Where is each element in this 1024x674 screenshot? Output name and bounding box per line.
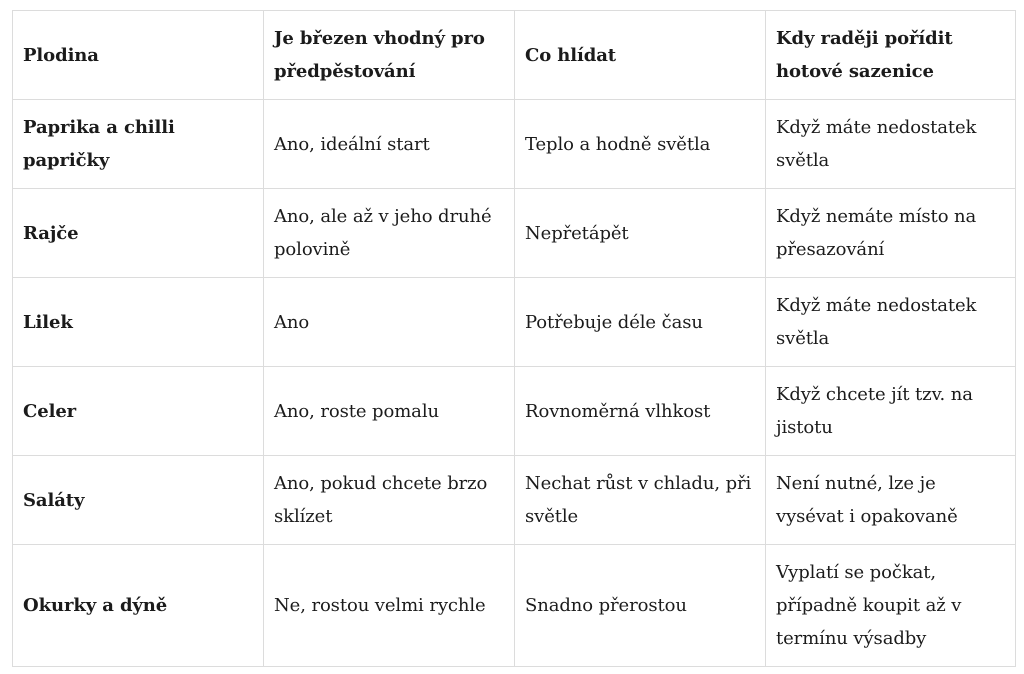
- cell-what-to-watch: Nechat růst v chladu, při světle: [515, 456, 766, 545]
- cell-buy-seedlings: Když máte nedostatek světla: [766, 100, 1016, 189]
- cell-crop: Paprika a chilli papričky: [13, 100, 264, 189]
- cell-march-suitable: Ano, ale až v jeho druhé polovině: [264, 189, 515, 278]
- crop-table-container: [12, 10, 1015, 667]
- cell-march-suitable: Ano, roste pomalu: [264, 367, 515, 456]
- cell-march-suitable: Ne, rostou velmi rychle: [264, 545, 515, 667]
- table-row: [13, 278, 1016, 367]
- header-buy-seedlings: Kdy raději pořídit hotové sazenice: [766, 11, 1016, 100]
- cell-what-to-watch: Teplo a hodně světla: [515, 100, 766, 189]
- cell-what-to-watch: Snadno přerostou: [515, 545, 766, 667]
- table-row: [13, 456, 1016, 545]
- table-row: [13, 100, 1016, 189]
- table-row: [13, 545, 1016, 667]
- cell-buy-seedlings: Vyplatí se počkat, případně koupit až v termínu výsadby: [766, 545, 1016, 667]
- cell-crop: Rajče: [13, 189, 264, 278]
- table-row: [13, 189, 1016, 278]
- cell-march-suitable: Ano, pokud chcete brzo sklízet: [264, 456, 515, 545]
- crop-table: [12, 10, 1016, 667]
- cell-march-suitable: Ano, ideální start: [264, 100, 515, 189]
- cell-crop: Lilek: [13, 278, 264, 367]
- table-header-row: [13, 11, 1016, 100]
- cell-crop: Saláty: [13, 456, 264, 545]
- table-row: [13, 367, 1016, 456]
- cell-buy-seedlings: Když chcete jít tzv. na jistotu: [766, 367, 1016, 456]
- cell-buy-seedlings: Když nemáte místo na přesazování: [766, 189, 1016, 278]
- cell-crop: Okurky a dýně: [13, 545, 264, 667]
- header-crop: Plodina: [13, 11, 264, 100]
- cell-buy-seedlings: Není nutné, lze je vysévat i opakovaně: [766, 456, 1016, 545]
- header-march-suitable: Je březen vhodný pro předpěstování: [264, 11, 515, 100]
- cell-march-suitable: Ano: [264, 278, 515, 367]
- cell-what-to-watch: Nepřetápět: [515, 189, 766, 278]
- cell-buy-seedlings: Když máte nedostatek světla: [766, 278, 1016, 367]
- cell-crop: Celer: [13, 367, 264, 456]
- header-what-to-watch: Co hlídat: [515, 11, 766, 100]
- cell-what-to-watch: Potřebuje déle času: [515, 278, 766, 367]
- cell-what-to-watch: Rovnoměrná vlhkost: [515, 367, 766, 456]
